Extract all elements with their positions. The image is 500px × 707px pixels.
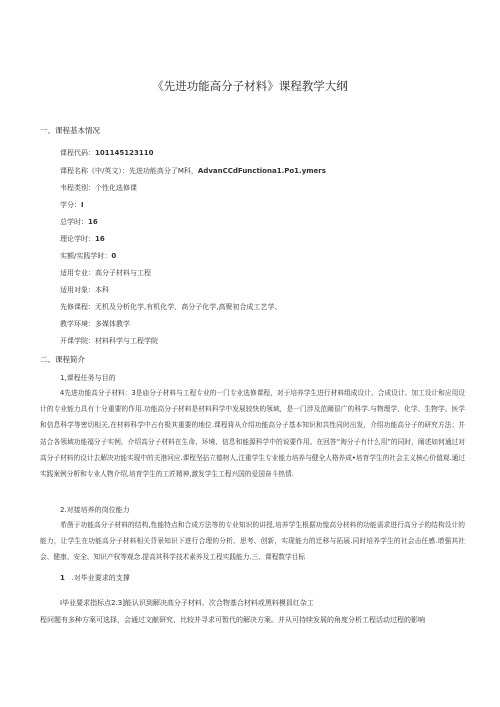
subheading-task-purpose: 1,课程任务与目的 [60,374,116,382]
course-name-label: 课程名称《中/英文）：先进功能高分了M科， [60,167,198,175]
course-name-value: AdvanCCdFunctiona1.Po1.ymers [197,167,326,175]
subheading-text: .对毕业要求的支撑 [71,574,130,582]
total-hours-row [60,217,98,227]
practice-hours-label: 实额/实践学时： [60,252,112,260]
section-heading-basic-info: 一、课程基本情况 [40,126,100,135]
practice-hours-value: 0 [111,252,117,260]
course-category-label: 韦程类别：个性化选修课 [60,184,137,192]
college-label: 开课学院：材料科学与工程学院 [60,337,158,345]
college-row [60,336,158,346]
target-audience-row [60,285,109,295]
total-hours-value: 16 [88,218,98,226]
prerequisites-label: 先修课程：无机及分析化学,有机化学，高分子化学,高聚初合成工艺学、 [60,303,282,311]
applicable-major-label: 适用专业：高分子材料与工程 [60,269,151,277]
paragraph-course-intro [40,385,465,482]
subheading-graduation-support [60,573,130,583]
page-title: 《先进功能高分子材料》课程教学大纲 [152,79,348,93]
paragraph-job-ability-text: 希凿于功能高分子材料的结构,性能特点和合成方法等的专业知识的讲授,培养学生根据功惶高分材料的功能需求进行高分子的结构设计的能力，让学生在功能高分子材料相关背景知识下进行合理的分析、思考、创新，实现能力的迁移与拓展.同时培养学生的社会击任感.增强其社会、健康、安全、知识产权等观念.提高其科学技术素养及工程实践能力.三、课程数学目标 [40,521,465,562]
subheading-number: 1 [60,574,65,582]
credits-row [60,200,84,210]
applicable-major-row [60,268,151,278]
credits-value: I [81,201,84,209]
credits-label: 学分： [60,201,81,209]
prerequisites-row [60,302,281,312]
teaching-env-row [60,319,130,329]
target-audience-label: 适用对象：本科 [60,286,109,294]
practice-hours-row [60,251,116,261]
theory-hours-value: 16 [95,235,105,243]
course-name-row [60,166,326,176]
paragraph-job-ability [40,517,465,566]
subheading-job-ability: 2.对接培养的岗位能力 [60,506,130,514]
course-code-label: 课程代码： [60,149,95,157]
indicator-line-continued: 程问题有多种方案可选择，会通过文献研究、比较并寻求可暂代的解决方案。并从可持续发展的角度分析工程活动过程的影响 [40,616,425,624]
theory-hours-label: 理论学时： [60,235,95,243]
total-hours-label: 总学时： [60,218,88,226]
course-category-row [60,183,137,193]
theory-hours-row [60,234,105,244]
section-heading-intro: 二、课程简介 [40,355,85,364]
course-code-row [60,148,153,158]
paragraph-course-intro-text: 4先进功能高分子材料：3是庙分子材料与工程专业的一门专业选修课程，对于培养学生进行材料组成设计、合成设计、加工设计和应用设计的专业能力具有十分重要的作用.功能高分子材料是材料科学中发展较快的领域，是一门涉及范阚很广的科学.与物理学、化学、生物学、医学和信息科学等密切相关,在材料科学中占有极其重要的地位.课程将从介绍功能高分子基本知识和共性同时出发，介绍功能高分子的研究方法；并站合各领域功能福分子实例，介绍高分子材料在生命、环境、信息和能源科学中的说要作用。在回答“淘分子有什么用”的同时，阐述如何通过对高分子材料的设计去解决功能实现中的关港问应.课程坚拈立德树人,注重学生专业能力培养与健全人格养成•培育学生的社会主义核心价值观.通过实践案例分析和专业人物介绍,培育学生的工匠精神,激发学生工程兴国的爱国奋斗热情. [40,389,465,479]
course-code-value: 101145123110 [95,149,154,157]
indicator-line: I毕业要求指标点2.3]能认识到解决高分子材料、次合物基合材料或黑料模員红杂工 [60,599,314,607]
teaching-env-label: 教学环境：多媒体教学 [60,320,130,328]
